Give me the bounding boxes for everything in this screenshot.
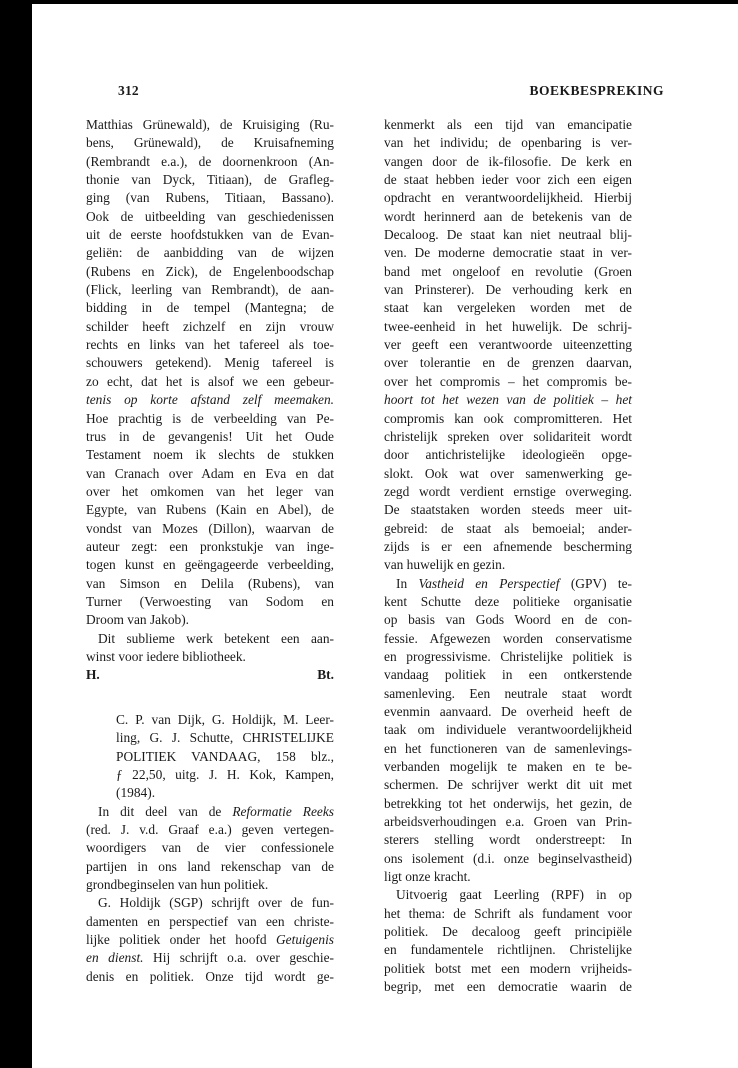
text-line: G. Holdijk (SGP) schrijft over de fun-: [98, 895, 334, 911]
biblio-line: (1984).: [116, 785, 156, 801]
text-line: begrip, met een democratie waarin de: [384, 979, 632, 995]
spacer: [86, 685, 334, 703]
text-line: zegd wordt verdient ernstige overweging.: [384, 483, 632, 499]
text-line: kenmerkt als een tijd van emancipatie: [384, 117, 632, 132]
text-line: Decaloog. De staat kan niet neutraal blij-: [384, 227, 632, 243]
text-line: ver geeft een verantwoorde uiteenzetting: [384, 337, 632, 353]
text-line: Hoe prachtig is de verbeelding van Pe-: [86, 410, 334, 426]
text-line: en fundamentele richtlijnen. Christelijke: [384, 942, 632, 958]
text-line: band met ongeloof en revolutie (Groen: [384, 263, 632, 279]
text-line: evenmin aanvaard. De overheid heeft de: [384, 704, 632, 719]
text-line: togen kunst en geëngageerde verbeelding,: [86, 557, 334, 573]
series-title: Reformatie Reeks: [232, 803, 334, 819]
text-line: rechts en links van het tafereel als toe-: [86, 337, 334, 353]
text-line: opdracht en verantwoordelijkheid. Hierbij: [384, 190, 632, 206]
biblio-line: ƒ 22,50, uitg. J. H. Kok, Kampen,: [116, 767, 334, 783]
text-line: vangen door de ik-filosofie. De kerk en: [384, 153, 632, 169]
text-line: winst voor iedere bibliotheek.: [86, 648, 246, 664]
text-line: uit de eerste hoofdstukken van de Evan-: [86, 227, 334, 243]
text-line: kent Schutte deze politieke organisatie: [384, 593, 632, 609]
text-line: Matthias Grünewald), de Kruisiging (Ru-: [86, 117, 334, 132]
text-line: de staat hebben ieder voor zich een eigen: [384, 172, 632, 188]
text-line: ligt onze kracht.: [384, 869, 471, 885]
text-line: [86, 931, 334, 949]
text-segment: Hij schrijft o.a. over geschie-: [143, 950, 334, 966]
text-line: slokt. Ook wat over samenwerking ge-: [384, 465, 632, 481]
text-segment: (GPV) te-: [559, 575, 632, 591]
text-line: geliën: de aanbidding van de wijzen: [86, 245, 334, 261]
text-line: schilder heeft zichzelf en zijn vrouw: [86, 318, 334, 334]
text-line: compromis kan ook compromitteren. Het: [384, 410, 632, 426]
text-segment: In dit deel van de: [98, 803, 233, 819]
biblio-line: ling, G. J. Schutte, CHRISTELIJKE: [116, 730, 334, 746]
chapter-title: Getuigenis: [275, 932, 334, 948]
text-line: [384, 575, 632, 593]
text-line: (Flick, leerling van Rembrandt), de aan-: [86, 282, 334, 298]
right-column: [384, 116, 632, 997]
text-line: De staatstaken worden steeds meer uit-: [384, 502, 632, 518]
text-line: Uitvoerig gaat Leerling (RPF) in op: [396, 887, 632, 903]
text-line: [86, 803, 334, 821]
page-number: 312: [118, 83, 139, 98]
text-line: Testament noem ik slechts de stukken: [86, 447, 334, 463]
text-line: Egypte, van Rubens (Kain en Abel), de: [86, 502, 334, 518]
text-line: samenleving. Een neutrale staat wordt: [384, 685, 632, 701]
signature-author: Bt.: [317, 667, 334, 683]
text-line: zijds is er een afnemende bescherming: [384, 538, 632, 554]
text-line: verbanden mogelijk te maken en te be-: [384, 759, 632, 775]
text-line: politiek. De decaloog geeft principiële: [384, 924, 632, 940]
text-line: en het functioneren van de samenlevings-: [384, 740, 632, 756]
text-line: zo echt, dat het is alsof we een gebeur-: [86, 373, 334, 389]
text-line: [384, 391, 632, 409]
text-line: van huwelijk en gezin.: [384, 557, 506, 573]
text-line: fessie. Afgewezen worden conservatisme: [384, 630, 632, 646]
text-line: arbeidsverhoudingen e.a. Groen van Prin-: [384, 814, 632, 830]
text-line: denis en politiek. Onze tijd wordt ge-: [86, 968, 334, 984]
biblio-line: C. P. van Dijk, G. Holdijk, M. Leer-: [116, 712, 334, 727]
text-line: (Rubens en Zick), de Engelenboodschap: [86, 263, 334, 279]
text-line: het thema: de Schrift als fundament voor: [384, 905, 632, 921]
text-line: bens, Grünewald), de Kruisafneming: [86, 135, 334, 151]
text-line: grondbeginselen van hun politiek.: [86, 877, 269, 893]
text-line: over het omkomen van het leger van: [86, 483, 334, 499]
chapter-title: Vastheid en Perspectief: [418, 575, 560, 591]
text-line: betrekking tot het onderwijs, het gezin, de: [384, 795, 632, 811]
text-line: partijen in ons land rekenschap van de: [86, 858, 334, 874]
chapter-title: en dienst.: [86, 950, 144, 966]
text-line: schouwers getekend). Menig tafereel is: [86, 355, 334, 371]
text-line: over het compromis – het compromis be-: [384, 373, 632, 389]
spacer: [86, 703, 334, 711]
biblio-line: POLITIEK VANDAAG, 158 blz.,: [116, 748, 334, 764]
text-line: woordigers van de vier confessionele: [86, 840, 334, 856]
text-line: politiek botst met een modern vrijheids-: [384, 960, 632, 976]
text-segment: lijke politiek onder het hoofd: [86, 932, 276, 948]
text-line: van Simson en Delila (Rubens), van: [86, 575, 334, 591]
text-line: vondst van Mozes (Dillon), waarvan de: [86, 520, 334, 536]
text-line: en progressivisme. Christelijke politiek is: [384, 648, 632, 664]
scan-border-left: [0, 0, 32, 1068]
text-line: van Prinsterer). De verhouding kerk en: [384, 282, 632, 298]
text-line: van Cranach over Adam en Eva en dat: [86, 465, 334, 481]
text-line: ven. De moderne democratie staat in ver-: [384, 245, 632, 261]
text-line: thonie van Dyck, Titiaan), de Grafleg-: [86, 172, 334, 188]
text-line: op basis van Gods Woord en de con-: [384, 612, 632, 628]
italic-text: hoort tot het wezen van de politiek – het: [384, 392, 632, 408]
text-line: gebreid: de staat als bemoeial; ander-: [384, 520, 632, 536]
text-line: [86, 949, 334, 967]
text-line: ging (van Rubens, Titiaan, Bassano).: [86, 190, 334, 206]
text-line: Droom van Jakob).: [86, 612, 190, 628]
text-line: vandaag politiek in een ontkerstende: [384, 667, 632, 683]
text-line: twee-eenheid in het huwelijk. De schrij-: [384, 318, 632, 334]
text-line: (red. J. v.d. Graaf e.a.) geven vertegen-: [86, 822, 334, 838]
text-line: taak om individuele verantwoordelijkheid: [384, 722, 632, 738]
text-line: christelijk spreken over solidariteit wordt: [384, 428, 632, 444]
text-line: Dit sublieme werk betekent een aan-: [98, 630, 334, 646]
signature-initial: H.: [86, 667, 100, 683]
italic-text: tenis op korte afstand zelf meemaken.: [86, 392, 334, 408]
text-line: [86, 391, 334, 409]
left-column: [86, 116, 334, 986]
text-line: door antichristelijke ideologieën opge-: [384, 447, 632, 463]
text-line: trus in de gevangenis! Uit het Oude: [86, 428, 334, 444]
text-line: damenten en perspectief van een christe-: [86, 913, 334, 929]
text-line: schermen. De schrijver werkt dit uit met: [384, 777, 632, 793]
text-line: auteur zegt: een pronkstukje van inge-: [86, 538, 334, 554]
text-line: sterers stelling wordt onderstreept: In: [384, 832, 632, 848]
text-segment: In: [396, 575, 419, 591]
text-line: van het individu; de openbaring is ver-: [384, 135, 632, 151]
review-signature: [86, 666, 334, 684]
text-line: bidding in de tempel (Mantegna; de: [86, 300, 334, 316]
text-line: over tolerantie en de grenzen daarvan,: [384, 355, 632, 371]
text-line: Turner (Verwoesting van Sodom en: [86, 593, 334, 609]
running-title: BOEKBESPREKING: [529, 83, 664, 98]
text-line: staat kan vergeleken worden met de: [384, 300, 632, 316]
text-line: (Rembrandt e.a.), de doornenkroon (An-: [86, 153, 334, 169]
text-line: wordt herinnerd aan de betekenis van de: [384, 208, 632, 224]
text-line: Ook de uitbeelding van geschiedenissen: [86, 208, 334, 224]
text-line: ons isolement (d.i. onze beginselvastheid): [384, 850, 632, 866]
